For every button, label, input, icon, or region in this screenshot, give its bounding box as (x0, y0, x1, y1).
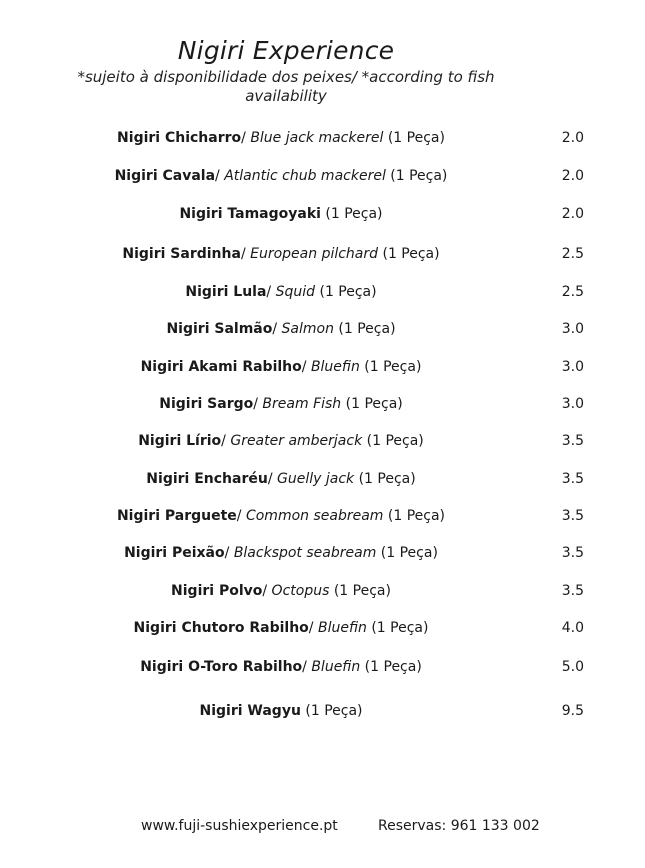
item-separator: / (224, 545, 234, 561)
item-name (0, 242, 562, 266)
item-quantity: (1 Peça) (360, 659, 422, 675)
item-quantity: (1 Peça) (366, 620, 429, 636)
menu-item (0, 355, 645, 379)
item-separator: / (236, 508, 246, 524)
item-name-en: Greater amberjack (230, 433, 363, 449)
item-separator: / (308, 620, 318, 636)
item-quantity: (1 Peça) (383, 508, 446, 524)
item-quantity: (1 Peça) (362, 433, 424, 449)
item-price: 5.0 (561, 659, 584, 675)
item-name-en: Blackspot seabream (233, 545, 377, 561)
menu-item (0, 541, 645, 565)
item-quantity: (1 Peça) (383, 130, 445, 146)
item-price: 3.5 (561, 433, 584, 449)
item-name-pt: Nigiri Polvo (171, 583, 263, 599)
item-price: 2.0 (561, 130, 584, 146)
item-name-pt: Nigiri Akami Rabilho (140, 359, 302, 375)
website-text: www.fuji-sushiexperience.pt (141, 818, 338, 834)
reservations-phone: Reservas: 961 133 002 (378, 818, 540, 834)
item-price: 3.0 (561, 321, 584, 337)
menu-item (0, 280, 645, 304)
item-name (0, 541, 562, 565)
item-name-en: Common seabream (245, 508, 384, 524)
item-separator: / (240, 246, 251, 262)
item-price: 3.0 (561, 359, 584, 375)
item-separator: / (241, 130, 251, 146)
item-name-pt: Nigiri Lula (185, 284, 267, 300)
menu-item (0, 579, 645, 603)
item-price: 4.0 (561, 620, 584, 636)
item-name (0, 317, 562, 341)
item-separator: / (302, 659, 312, 675)
item-separator: / (221, 433, 231, 449)
item-name (0, 202, 562, 226)
item-name-pt: Nigiri Parguete (116, 508, 237, 524)
item-name-en: Blue jack mackerel (250, 130, 384, 146)
menu-item (0, 392, 645, 416)
item-name-pt: Nigiri Sargo (159, 396, 254, 412)
item-quantity: (1 Peça) (376, 545, 438, 561)
menu-item (0, 126, 645, 150)
menu-item (0, 164, 645, 188)
item-name-en: Salmon (281, 321, 334, 337)
menu-item (0, 317, 645, 341)
item-name (0, 126, 562, 150)
item-name-en: Bream Fish (262, 396, 342, 412)
item-price: 2.5 (561, 284, 584, 300)
item-name (0, 699, 562, 723)
item-name-pt: Nigiri Chutoro Rabilho (133, 620, 309, 636)
item-quantity: (1 Peça) (333, 321, 396, 337)
item-price: 3.5 (561, 508, 584, 524)
menu-item (0, 655, 645, 679)
item-quantity: (1 Peça) (354, 471, 416, 487)
item-quantity: (1 Peça) (300, 703, 363, 719)
item-name-pt: Nigiri O-Toro Rabilho (140, 659, 303, 675)
item-separator: / (266, 284, 276, 300)
item-quantity: (1 Peça) (385, 168, 448, 184)
menu-item (0, 429, 645, 453)
item-name-en: Guelly jack (277, 471, 355, 487)
item-name (0, 164, 562, 188)
item-price: 3.5 (561, 545, 584, 561)
menu-item (0, 699, 645, 723)
item-separator: / (262, 583, 272, 599)
item-name-en: Bluefin (310, 359, 360, 375)
item-separator: / (301, 359, 311, 375)
item-name-en: Bluefin (317, 620, 367, 636)
menu-header (0, 34, 572, 106)
item-name-pt: Nigiri Cavala (114, 168, 216, 184)
item-quantity: (1 Peça) (320, 206, 383, 222)
item-quantity: (1 Peça) (341, 396, 403, 412)
item-name-pt: Nigiri Chicharro (117, 130, 242, 146)
availability-note: *sujeito à disponibilidade dos peixes/ *according to fish availability (77, 68, 495, 105)
item-name (0, 355, 562, 379)
item-name (0, 392, 562, 416)
item-name-pt: Nigiri Tamagoyaki (179, 206, 321, 222)
menu-item (0, 616, 645, 640)
page-title: Nigiri Experience (177, 36, 395, 65)
item-name-pt: Nigiri Sardinha (122, 246, 241, 262)
item-price: 2.0 (561, 206, 584, 222)
menu-footer (0, 818, 645, 840)
item-name (0, 616, 562, 640)
item-name-pt: Nigiri Salmão (166, 321, 273, 337)
item-name-en: Atlantic chub mackerel (224, 168, 386, 184)
menu-item (0, 504, 645, 528)
item-name-pt: Nigiri Lírio (138, 433, 222, 449)
item-name-pt: Nigiri Peixão (124, 545, 225, 561)
item-name-pt: Nigiri Wagyu (199, 703, 301, 719)
item-separator: / (272, 321, 282, 337)
item-name (0, 467, 562, 491)
menu-item (0, 467, 645, 491)
item-price: 3.0 (561, 396, 584, 412)
item-price: 3.5 (561, 583, 584, 599)
item-name (0, 504, 562, 528)
item-quantity: (1 Peça) (315, 284, 377, 300)
item-name (0, 429, 562, 453)
item-name-pt: Nigiri Encharéu (146, 471, 268, 487)
item-name (0, 579, 562, 603)
item-price: 3.5 (561, 471, 584, 487)
item-quantity: (1 Peça) (359, 359, 422, 375)
item-name-en: Squid (275, 284, 316, 300)
item-name-en: European pilchard (250, 246, 379, 262)
item-quantity: (1 Peça) (378, 246, 440, 262)
item-price: 2.0 (561, 168, 584, 184)
item-name-en: Bluefin (311, 659, 361, 675)
item-separator: / (267, 471, 277, 487)
item-separator: / (215, 168, 225, 184)
item-name-en: Octopus (271, 583, 330, 599)
item-name (0, 655, 562, 679)
item-price: 9.5 (561, 703, 584, 719)
menu-item (0, 242, 645, 266)
item-separator: / (253, 396, 263, 412)
menu-item (0, 202, 645, 226)
item-quantity: (1 Peça) (329, 583, 391, 599)
item-price: 2.5 (561, 246, 584, 262)
item-name (0, 280, 562, 304)
